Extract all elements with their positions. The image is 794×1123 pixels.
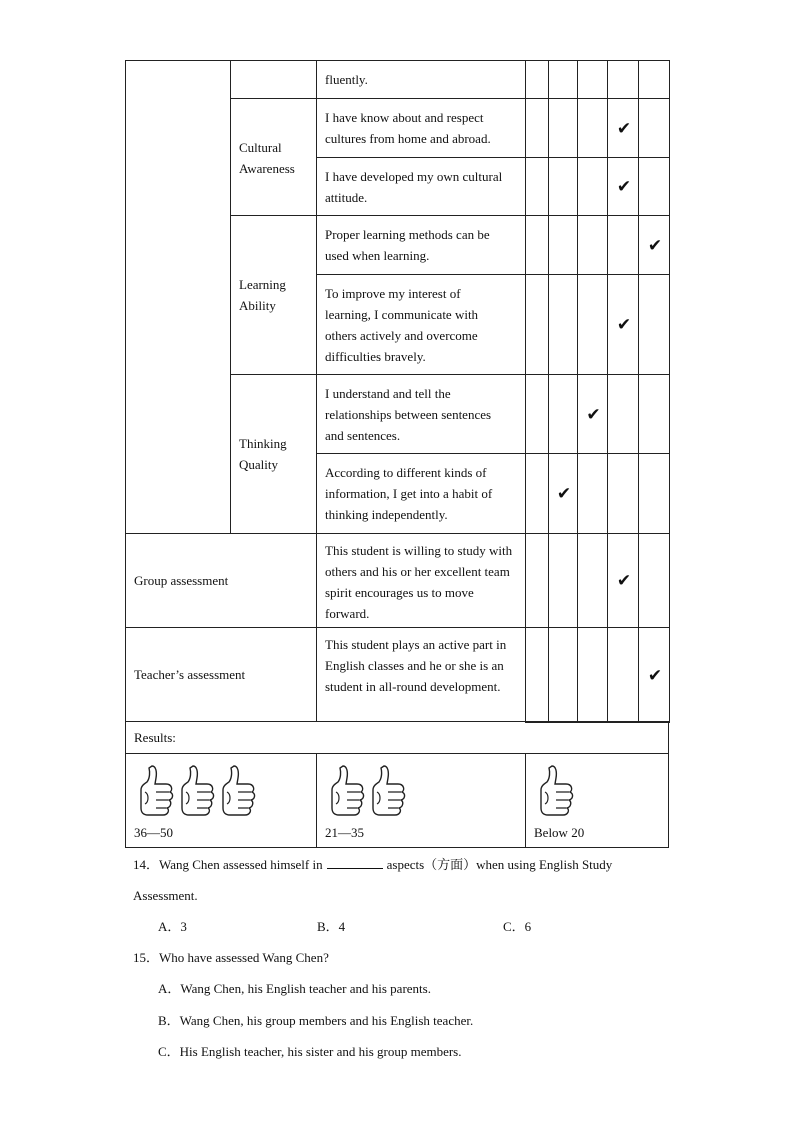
check-mark-icon: ✔: [616, 315, 632, 335]
rating-cell: [548, 60, 578, 99]
statement-cell: [316, 374, 526, 454]
category-label-teacher-assessment: Teacher’s assessment: [134, 667, 246, 682]
rating-cell: [607, 157, 639, 216]
question-15: [133, 948, 329, 968]
statement-text: Proper learning methods can be used when learning.: [325, 227, 490, 263]
rating-cell: [525, 157, 549, 216]
check-mark-icon: ✔: [616, 571, 632, 591]
category-label-cultural-awareness: Cultural Awareness: [239, 140, 295, 176]
rating-cell: [525, 453, 549, 534]
result-cell-high: [125, 753, 317, 848]
statement-text: According to different kinds of information, I get into a habit of thinking independently.: [325, 465, 493, 522]
statement-text: To improve my interest of learning, I communicate with others actively and overcome difficulties bravely.: [325, 286, 479, 364]
rating-cell: [577, 374, 608, 454]
category-label-learning-ability: Learning Ability: [239, 277, 286, 313]
rating-cell: [577, 60, 608, 99]
rating-cell: [607, 60, 639, 99]
rating-cell: [638, 453, 670, 534]
check-mark-icon: ✔: [586, 404, 601, 425]
check-mark-icon: ✔: [647, 235, 663, 256]
thumbs-group-1: [536, 764, 581, 822]
rating-cell: [525, 98, 549, 158]
thumbs-up-icon: [141, 766, 173, 815]
check-mark-icon: ✔: [556, 484, 572, 504]
rating-cell: [548, 157, 578, 216]
option-b: B．Wang Chen, his group members and his English teacher.: [158, 1013, 474, 1028]
question-number: 14．: [133, 857, 160, 872]
rating-cell: [525, 374, 549, 454]
rating-cell: [548, 274, 578, 375]
rating-cell: [638, 274, 670, 375]
rating-cell: [577, 98, 608, 158]
assessment-table: [125, 60, 669, 848]
rating-cell: [577, 453, 608, 534]
rating-cell: [525, 60, 549, 99]
thumbs-group-2: [327, 764, 417, 822]
thumbs-up-icon: [182, 766, 214, 815]
rating-cell: [577, 215, 608, 275]
rating-cell: [607, 453, 639, 534]
result-cell-mid: [316, 753, 526, 848]
option-a: A．3: [158, 919, 187, 934]
rating-cell: [638, 533, 670, 628]
check-mark-icon: ✔: [616, 118, 632, 139]
category-cell-cultural-awareness: [230, 98, 317, 216]
thumbs-group-3: [136, 764, 266, 822]
rating-cell: [548, 627, 578, 723]
rating-cell: [607, 215, 639, 275]
rating-cell: [638, 60, 670, 99]
question-number: 15．: [133, 950, 160, 965]
thumbs-up-icon: [373, 766, 405, 815]
rating-cell: [548, 215, 578, 275]
statement-text: I have developed my own cultural attitude.: [325, 169, 503, 205]
rating-cell: [548, 453, 578, 534]
results-header-cell: [125, 721, 669, 754]
category-label-thinking-quality: Thinking Quality: [239, 436, 287, 472]
statement-cell: [316, 60, 526, 99]
question-text: Who have assessed Wang Chen?: [159, 950, 329, 965]
statement-text: I understand and tell the relationships between sentences and sentences.: [325, 386, 492, 443]
category-label-group-assessment: Group assessment: [134, 573, 229, 588]
category-cell-blank: [230, 60, 317, 99]
statement-text: I have know about and respect cultures from home and abroad.: [325, 110, 491, 146]
question-text-continued: aspects（方面）when using English Study: [386, 857, 613, 872]
rating-cell: [577, 157, 608, 216]
rating-cell: [638, 157, 670, 216]
option-b: B．4: [317, 919, 346, 934]
question-14: [133, 855, 612, 875]
option-a: A．Wang Chen, his English teacher and his parents.: [158, 981, 431, 996]
rating-cell: [638, 374, 670, 454]
rating-cell: [577, 533, 608, 628]
result-cell-low: [525, 753, 669, 848]
statement-text: This student plays an active part in English classes and he or she is an student in all-round development.: [325, 637, 507, 694]
statement-text: fluently.: [325, 72, 368, 87]
rating-cell: [607, 627, 639, 723]
statement-cell: [316, 215, 526, 275]
answer-blank: [327, 856, 383, 869]
question-text: Wang Chen assessed himself in: [159, 857, 323, 872]
thumbs-up-icon: [223, 766, 255, 815]
rating-cell: [607, 98, 639, 158]
option-c: C．6: [503, 919, 532, 934]
question-14-line2: Assessment.: [133, 888, 198, 903]
results-label: Results:: [134, 730, 176, 745]
check-mark-icon: ✔: [616, 177, 632, 197]
rating-cell: [607, 374, 639, 454]
result-range: 36—50: [134, 825, 173, 840]
category-cell-group-assessment: [125, 533, 317, 628]
thumbs-up-icon: [541, 766, 573, 815]
rating-cell: [525, 274, 549, 375]
rating-cell: [525, 533, 549, 628]
category-cell-learning-ability: [230, 215, 317, 375]
statement-cell: [316, 157, 526, 216]
rating-cell: [525, 627, 549, 723]
rating-cell: [548, 374, 578, 454]
rating-cell: [607, 533, 639, 628]
statement-cell: [316, 453, 526, 534]
statement-cell: [316, 98, 526, 158]
rating-cell: [607, 274, 639, 375]
check-mark-icon: ✔: [647, 665, 663, 686]
result-range: 21—35: [325, 825, 364, 840]
rating-cell: [638, 98, 670, 158]
category-cell-teacher-assessment: [125, 627, 317, 722]
statement-cell: [316, 274, 526, 375]
rating-cell: [638, 627, 670, 723]
thumbs-up-icon: [332, 766, 364, 815]
rating-cell: [577, 274, 608, 375]
result-range: Below 20: [534, 825, 585, 840]
statement-cell: [316, 627, 526, 722]
statement-cell: [316, 533, 526, 628]
outer-category-cell: [125, 60, 231, 534]
option-c: C．His English teacher, his sister and his group members.: [158, 1044, 462, 1059]
statement-text: This student is willing to study with others and his or her excellent team spirit encourages us to move forward.: [325, 543, 513, 621]
rating-cell: [525, 215, 549, 275]
rating-cell: [548, 533, 578, 628]
rating-cell: [548, 98, 578, 158]
rating-cell: [577, 627, 608, 723]
category-cell-thinking-quality: [230, 374, 317, 534]
rating-cell: [638, 215, 670, 275]
